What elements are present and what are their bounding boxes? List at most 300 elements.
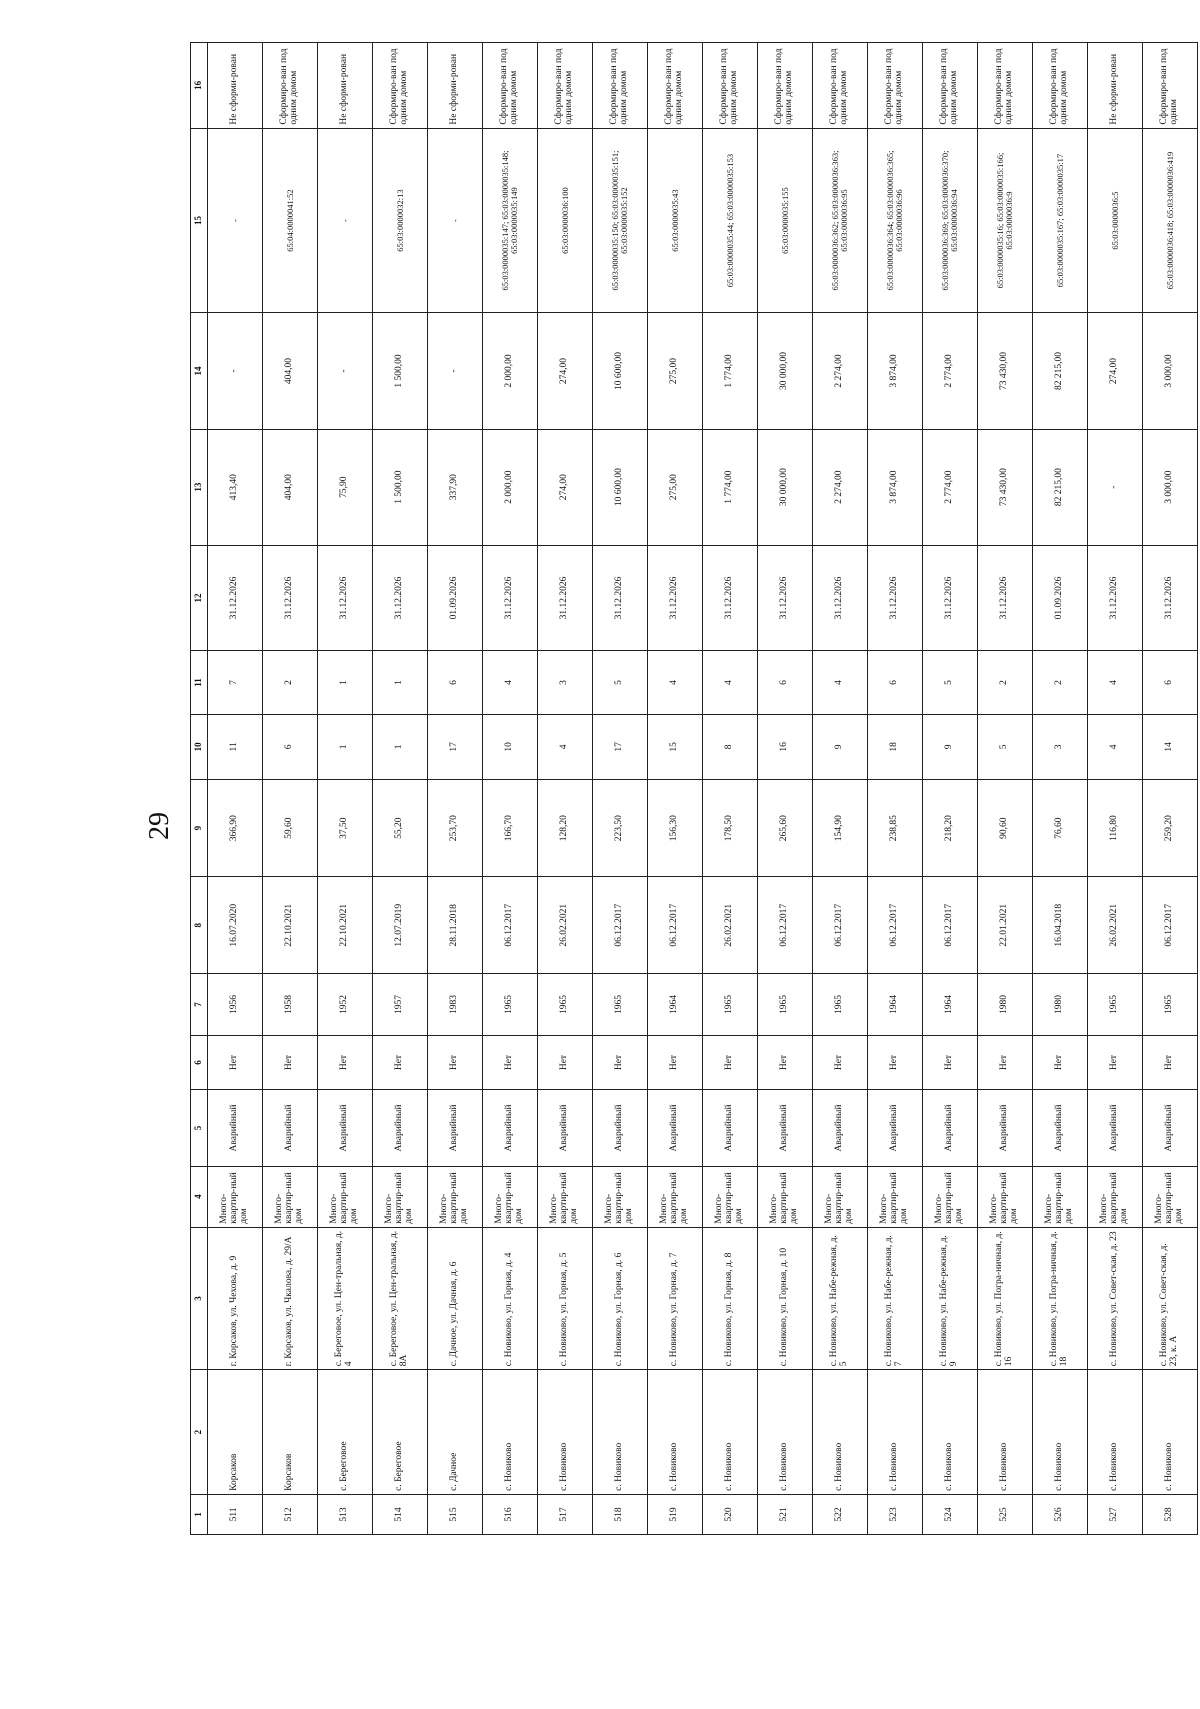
col-11-cell: 2 — [978, 651, 1033, 714]
settlement-cell: с. Новиково — [593, 1370, 648, 1495]
table-row — [1143, 43, 1198, 1535]
year-built-cell: 1965 — [703, 974, 758, 1035]
year-built-cell: 1983 — [428, 974, 483, 1035]
land-plot-status-cell: Не сформи-рован — [318, 43, 373, 129]
col-14-cell: 2 774,00 — [923, 313, 978, 429]
table-row — [703, 43, 758, 1535]
building-type-cell: Много-квартир-ный дом — [648, 1166, 703, 1227]
column-header-1: 1 — [191, 1494, 208, 1534]
resettlement-deadline-cell: 31.12.2026 — [538, 545, 593, 651]
row-number-cell: 526 — [1033, 1494, 1088, 1534]
recognition-date-cell: 06.12.2017 — [758, 877, 813, 974]
col-13-cell: 404,00 — [263, 429, 318, 545]
building-type-cell: Много-квартир-ный дом — [1033, 1166, 1088, 1227]
cadastral-numbers-cell: 65:03:0000035:43 — [648, 128, 703, 313]
recognition-date-cell: 06.12.2017 — [1143, 877, 1198, 974]
building-type-cell: Много-квартир-ный дом — [263, 1166, 318, 1227]
land-plot-status-cell: Сформиро-ван под одним домом — [868, 43, 923, 129]
recognition-date-cell: 06.12.2017 — [923, 877, 978, 974]
year-built-cell: 1965 — [813, 974, 868, 1035]
building-type-cell: Много-квартир-ный дом — [1088, 1166, 1143, 1227]
column-header-5: 5 — [191, 1090, 208, 1166]
recognition-date-cell: 16.07.2020 — [208, 877, 263, 974]
building-state-cell: Аварийный — [1033, 1090, 1088, 1166]
resettlement-deadline-cell: 31.12.2026 — [758, 545, 813, 651]
building-state-cell: Аварийный — [373, 1090, 428, 1166]
recognition-date-cell: 16.04.2018 — [1033, 877, 1088, 974]
column-header-12: 12 — [191, 545, 208, 651]
land-plot-status-cell: Сформиро-ван под одним домом — [758, 43, 813, 129]
year-built-cell: 1965 — [1088, 974, 1143, 1035]
column-header-2: 2 — [191, 1370, 208, 1495]
area-cell: 59,60 — [263, 780, 318, 877]
land-plot-status-cell: Сформиро-ван под одним домом — [978, 43, 1033, 129]
land-plot-status-cell: Сформиро-ван под одним домом — [648, 43, 703, 129]
col-10-cell: 18 — [868, 714, 923, 779]
col-13-cell: 82 215,00 — [1033, 429, 1088, 545]
resettlement-deadline-cell: 01.09.2026 — [428, 545, 483, 651]
settlement-cell: с. Новиково — [538, 1370, 593, 1495]
housing-register-table — [190, 42, 1198, 1535]
col-10-cell: 4 — [1088, 714, 1143, 779]
building-state-cell: Аварийный — [208, 1090, 263, 1166]
row-number-cell: 514 — [373, 1494, 428, 1534]
flag-cell: Нет — [1033, 1035, 1088, 1090]
row-number-cell: 522 — [813, 1494, 868, 1534]
cadastral-numbers-cell: 65:04:0000041:52 — [263, 128, 318, 313]
col-10-cell: 10 — [483, 714, 538, 779]
col-13-cell: - — [1088, 429, 1143, 545]
table-row — [263, 43, 318, 1535]
col-10-cell: 6 — [263, 714, 318, 779]
column-header-8: 8 — [191, 877, 208, 974]
year-built-cell: 1965 — [593, 974, 648, 1035]
area-cell: 366,90 — [208, 780, 263, 877]
cadastral-numbers-cell: 65:03:0000036:369; 65:03:0000036:370; 65:03:0000036:94 — [923, 128, 978, 313]
building-type-cell: Много-квартир-ный дом — [428, 1166, 483, 1227]
col-11-cell: 4 — [1088, 651, 1143, 714]
resettlement-deadline-cell: 31.12.2026 — [1088, 545, 1143, 651]
col-11-cell: 5 — [593, 651, 648, 714]
settlement-cell: с. Новиково — [483, 1370, 538, 1495]
resettlement-deadline-cell: 31.12.2026 — [593, 545, 648, 651]
cadastral-numbers-cell: 65:03:0000035:150; 65:03:0000035:151; 65:03:0000035:152 — [593, 128, 648, 313]
building-type-cell: Много-квартир-ный дом — [483, 1166, 538, 1227]
area-cell: 154,90 — [813, 780, 868, 877]
table-row — [208, 43, 263, 1535]
col-11-cell: 1 — [318, 651, 373, 714]
area-cell: 76,60 — [1033, 780, 1088, 877]
settlement-cell: с. Новиково — [648, 1370, 703, 1495]
recognition-date-cell: 06.12.2017 — [648, 877, 703, 974]
flag-cell: Нет — [758, 1035, 813, 1090]
address-cell: с. Новиково, ул. Горная, д. 7 — [648, 1227, 703, 1370]
address-cell: с. Береговое, ул. Цен-тральная, д. 4 — [318, 1227, 373, 1370]
column-header-11: 11 — [191, 651, 208, 714]
address-cell: с. Новиково, ул. Горная, д. 8 — [703, 1227, 758, 1370]
resettlement-deadline-cell: 31.12.2026 — [978, 545, 1033, 651]
year-built-cell: 1965 — [483, 974, 538, 1035]
year-built-cell: 1952 — [318, 974, 373, 1035]
col-14-cell: 2 274,00 — [813, 313, 868, 429]
table-row — [1033, 43, 1088, 1535]
col-11-cell: 4 — [703, 651, 758, 714]
col-11-cell: 7 — [208, 651, 263, 714]
col-10-cell: 11 — [208, 714, 263, 779]
col-13-cell: 2 774,00 — [923, 429, 978, 545]
area-cell: 90,60 — [978, 780, 1033, 877]
building-type-cell: Много-квартир-ный дом — [1143, 1166, 1198, 1227]
col-14-cell: - — [318, 313, 373, 429]
col-11-cell: 3 — [538, 651, 593, 714]
address-cell: г. Корсаков, ул. Чкалова, д. 29/А — [263, 1227, 318, 1370]
building-type-cell: Много-квартир-ный дом — [538, 1166, 593, 1227]
housing-register-table-sheet — [190, 42, 1184, 1535]
building-state-cell: Аварийный — [758, 1090, 813, 1166]
col-14-cell: - — [428, 313, 483, 429]
row-number-cell: 528 — [1143, 1494, 1198, 1534]
col-10-cell: 9 — [923, 714, 978, 779]
settlement-cell: с. Новиково — [923, 1370, 978, 1495]
address-cell: с. Новиково, ул. Горная, д. 6 — [593, 1227, 648, 1370]
flag-cell: Нет — [428, 1035, 483, 1090]
year-built-cell: 1958 — [263, 974, 318, 1035]
recognition-date-cell: 22.10.2021 — [263, 877, 318, 974]
row-number-cell: 520 — [703, 1494, 758, 1534]
address-cell: с. Новиково, ул. Погра-ничная, д. 16 — [978, 1227, 1033, 1370]
settlement-cell: с. Береговое — [373, 1370, 428, 1495]
building-type-cell: Много-квартир-ный дом — [593, 1166, 648, 1227]
row-number-cell: 524 — [923, 1494, 978, 1534]
col-14-cell: - — [208, 313, 263, 429]
building-state-cell: Аварийный — [1088, 1090, 1143, 1166]
column-header-14: 14 — [191, 313, 208, 429]
settlement-cell: с. Новиково — [813, 1370, 868, 1495]
column-header-9: 9 — [191, 780, 208, 877]
area-cell: 128,20 — [538, 780, 593, 877]
table-row — [483, 43, 538, 1535]
col-11-cell: 2 — [263, 651, 318, 714]
recognition-date-cell: 12.07.2019 — [373, 877, 428, 974]
year-built-cell: 1964 — [923, 974, 978, 1035]
recognition-date-cell: 06.12.2017 — [868, 877, 923, 974]
col-11-cell: 6 — [758, 651, 813, 714]
land-plot-status-cell: Сформиро-ван под одним домом — [263, 43, 318, 129]
col-10-cell: 4 — [538, 714, 593, 779]
area-cell: 238,85 — [868, 780, 923, 877]
address-cell: с. Новиково, ул. Погра-ничная, д. 18 — [1033, 1227, 1088, 1370]
address-cell: с. Новиково, ул. Горная, д. 5 — [538, 1227, 593, 1370]
land-plot-status-cell: Сформиро-ван под одним домом — [593, 43, 648, 129]
resettlement-deadline-cell: 31.12.2026 — [483, 545, 538, 651]
recognition-date-cell: 26.02.2021 — [538, 877, 593, 974]
col-11-cell: 6 — [868, 651, 923, 714]
flag-cell: Нет — [1088, 1035, 1143, 1090]
col-10-cell: 9 — [813, 714, 868, 779]
resettlement-deadline-cell: 01.09.2026 — [1033, 545, 1088, 651]
col-14-cell: 274,00 — [538, 313, 593, 429]
settlement-cell: с. Новиково — [758, 1370, 813, 1495]
recognition-date-cell: 26.02.2021 — [1088, 877, 1143, 974]
recognition-date-cell: 22.01.2021 — [978, 877, 1033, 974]
table-row — [428, 43, 483, 1535]
building-type-cell: Много-квартир-ный дом — [208, 1166, 263, 1227]
address-cell: г. Корсаков, ул. Чехова, д. 9 — [208, 1227, 263, 1370]
table-row — [1088, 43, 1143, 1535]
cadastral-numbers-cell: 65:03:0000032:13 — [373, 128, 428, 313]
table-row — [758, 43, 813, 1535]
land-plot-status-cell: Не сформи-рован — [1088, 43, 1143, 129]
year-built-cell: 1964 — [648, 974, 703, 1035]
cadastral-numbers-cell: 65:03:0000035:16; 65:03:0000035:166; 65:03:0000036:9 — [978, 128, 1033, 313]
settlement-cell: Корсаков — [263, 1370, 318, 1495]
building-state-cell: Аварийный — [593, 1090, 648, 1166]
column-header-7: 7 — [191, 974, 208, 1035]
building-state-cell: Аварийный — [428, 1090, 483, 1166]
land-plot-status-cell: Сформиро-ван под одним домом — [538, 43, 593, 129]
address-cell: с. Новиково, ул. Набе-режная, д. 7 — [868, 1227, 923, 1370]
recognition-date-cell: 06.12.2017 — [593, 877, 648, 974]
cadastral-numbers-cell: 65:03:0000035:155 — [758, 128, 813, 313]
resettlement-deadline-cell: 31.12.2026 — [923, 545, 978, 651]
col-13-cell: 413,40 — [208, 429, 263, 545]
year-built-cell: 1964 — [868, 974, 923, 1035]
building-state-cell: Аварийный — [1143, 1090, 1198, 1166]
land-plot-status-cell: Сформиро-ван под одним — [1143, 43, 1198, 129]
building-state-cell: Аварийный — [263, 1090, 318, 1166]
area-cell: 166,70 — [483, 780, 538, 877]
cadastral-numbers-cell: 65:03:0000036:362; 65:03:0000036:363; 65:03:0000036:95 — [813, 128, 868, 313]
col-10-cell: 3 — [1033, 714, 1088, 779]
page-number: 29 — [144, 812, 175, 840]
column-header-15: 15 — [191, 128, 208, 313]
year-built-cell: 1980 — [978, 974, 1033, 1035]
col-13-cell: 30 000,00 — [758, 429, 813, 545]
col-13-cell: 3 000,00 — [1143, 429, 1198, 545]
year-built-cell: 1957 — [373, 974, 428, 1035]
land-plot-status-cell: Не сформи-рован — [208, 43, 263, 129]
column-header-16: 16 — [191, 43, 208, 129]
building-type-cell: Много-квартир-ный дом — [703, 1166, 758, 1227]
address-cell: с. Новиково, ул. Набе-режная, д. 5 — [813, 1227, 868, 1370]
recognition-date-cell: 22.10.2021 — [318, 877, 373, 974]
resettlement-deadline-cell: 31.12.2026 — [1143, 545, 1198, 651]
area-cell: 218,20 — [923, 780, 978, 877]
row-number-cell: 517 — [538, 1494, 593, 1534]
col-13-cell: 75,90 — [318, 429, 373, 545]
building-type-cell: Много-квартир-ный дом — [318, 1166, 373, 1227]
flag-cell: Нет — [1143, 1035, 1198, 1090]
resettlement-deadline-cell: 31.12.2026 — [813, 545, 868, 651]
col-10-cell: 8 — [703, 714, 758, 779]
year-built-cell: 1980 — [1033, 974, 1088, 1035]
settlement-cell: с. Новиково — [868, 1370, 923, 1495]
col-11-cell: 5 — [923, 651, 978, 714]
flag-cell: Нет — [703, 1035, 758, 1090]
table-row — [868, 43, 923, 1535]
building-type-cell: Много-квартир-ный дом — [758, 1166, 813, 1227]
col-10-cell: 1 — [318, 714, 373, 779]
flag-cell: Нет — [648, 1035, 703, 1090]
building-type-cell: Много-квартир-ный дом — [868, 1166, 923, 1227]
table-row — [318, 43, 373, 1535]
row-number-cell: 523 — [868, 1494, 923, 1534]
row-number-cell: 513 — [318, 1494, 373, 1534]
address-cell: с. Новиково, ул. Горная, д. 10 — [758, 1227, 813, 1370]
col-13-cell: 275,00 — [648, 429, 703, 545]
col-10-cell: 1 — [373, 714, 428, 779]
flag-cell: Нет — [373, 1035, 428, 1090]
table-row — [538, 43, 593, 1535]
settlement-cell: с. Новиково — [1143, 1370, 1198, 1495]
cadastral-numbers-cell: - — [208, 128, 263, 313]
area-cell: 223,50 — [593, 780, 648, 877]
settlement-cell: с. Новиково — [1088, 1370, 1143, 1495]
col-14-cell: 1 500,00 — [373, 313, 428, 429]
resettlement-deadline-cell: 31.12.2026 — [373, 545, 428, 651]
settlement-cell: Корсаков — [208, 1370, 263, 1495]
col-13-cell: 2 274,00 — [813, 429, 868, 545]
col-14-cell: 274,00 — [1088, 313, 1143, 429]
area-cell: 253,70 — [428, 780, 483, 877]
cadastral-numbers-cell: 65:03:0000035:147; 65:03:0000035:148; 65:03:0000035:149 — [483, 128, 538, 313]
building-state-cell: Аварийный — [483, 1090, 538, 1166]
col-11-cell: 4 — [813, 651, 868, 714]
building-state-cell: Аварийный — [813, 1090, 868, 1166]
building-state-cell: Аварийный — [538, 1090, 593, 1166]
address-cell: с. Новиково, ул. Горная, д. 4 — [483, 1227, 538, 1370]
recognition-date-cell: 28.11.2018 — [428, 877, 483, 974]
col-14-cell: 404,00 — [263, 313, 318, 429]
building-type-cell: Много-квартир-ный дом — [978, 1166, 1033, 1227]
row-number-cell: 516 — [483, 1494, 538, 1534]
resettlement-deadline-cell: 31.12.2026 — [263, 545, 318, 651]
col-14-cell: 275,00 — [648, 313, 703, 429]
col-10-cell: 16 — [758, 714, 813, 779]
cadastral-numbers-cell: 65:03:0000036:364; 65:03:0000036:365; 65:03:0000036:96 — [868, 128, 923, 313]
col-11-cell: 4 — [648, 651, 703, 714]
cadastral-numbers-cell: - — [318, 128, 373, 313]
col-11-cell: 2 — [1033, 651, 1088, 714]
year-built-cell: 1965 — [1143, 974, 1198, 1035]
flag-cell: Нет — [538, 1035, 593, 1090]
cadastral-numbers-cell: 65:03:0000036:100 — [538, 128, 593, 313]
building-state-cell: Аварийный — [978, 1090, 1033, 1166]
address-cell: с. Новиково, ул. Совет-ская, д. 23, к. А — [1143, 1227, 1198, 1370]
col-14-cell: 3 000,00 — [1143, 313, 1198, 429]
col-13-cell: 10 600,00 — [593, 429, 648, 545]
settlement-cell: с. Новиково — [978, 1370, 1033, 1495]
building-state-cell: Аварийный — [868, 1090, 923, 1166]
flag-cell: Нет — [978, 1035, 1033, 1090]
resettlement-deadline-cell: 31.12.2026 — [318, 545, 373, 651]
flag-cell: Нет — [483, 1035, 538, 1090]
col-13-cell: 73 430,00 — [978, 429, 1033, 545]
settlement-cell: с. Береговое — [318, 1370, 373, 1495]
flag-cell: Нет — [208, 1035, 263, 1090]
row-number-cell: 512 — [263, 1494, 318, 1534]
resettlement-deadline-cell: 31.12.2026 — [868, 545, 923, 651]
year-built-cell: 1965 — [538, 974, 593, 1035]
table-row — [648, 43, 703, 1535]
recognition-date-cell: 06.12.2017 — [813, 877, 868, 974]
cadastral-numbers-cell: 65:03:0000035:167; 65:03:0000035:17 — [1033, 128, 1088, 313]
area-cell: 156,30 — [648, 780, 703, 877]
recognition-date-cell: 26.02.2021 — [703, 877, 758, 974]
flag-cell: Нет — [868, 1035, 923, 1090]
area-cell: 259,20 — [1143, 780, 1198, 877]
land-plot-status-cell: Сформиро-ван под одним домом — [1033, 43, 1088, 129]
col-10-cell: 5 — [978, 714, 1033, 779]
flag-cell: Нет — [263, 1035, 318, 1090]
table-body — [208, 43, 1198, 1535]
flag-cell: Нет — [923, 1035, 978, 1090]
address-cell: с. Береговое, ул. Цен-тральная, д. 8А — [373, 1227, 428, 1370]
cadastral-numbers-cell: 65:03:0000035:44; 65:03:0000035:153 — [703, 128, 758, 313]
land-plot-status-cell: Сформиро-ван под одним домом — [483, 43, 538, 129]
column-number-row — [191, 43, 208, 1535]
recognition-date-cell: 06.12.2017 — [483, 877, 538, 974]
col-14-cell: 10 600,00 — [593, 313, 648, 429]
land-plot-status-cell: Сформиро-ван под одним домом — [813, 43, 868, 129]
column-header-13: 13 — [191, 429, 208, 545]
column-header-3: 3 — [191, 1227, 208, 1370]
flag-cell: Нет — [593, 1035, 648, 1090]
year-built-cell: 1965 — [758, 974, 813, 1035]
resettlement-deadline-cell: 31.12.2026 — [648, 545, 703, 651]
resettlement-deadline-cell: 31.12.2026 — [208, 545, 263, 651]
address-cell: с. Новиково, ул. Набе-режная, д. 9 — [923, 1227, 978, 1370]
column-header-4: 4 — [191, 1166, 208, 1227]
building-state-cell: Аварийный — [703, 1090, 758, 1166]
row-number-cell: 527 — [1088, 1494, 1143, 1534]
column-header-10: 10 — [191, 714, 208, 779]
area-cell: 116,80 — [1088, 780, 1143, 877]
building-state-cell: Аварийный — [318, 1090, 373, 1166]
flag-cell: Нет — [813, 1035, 868, 1090]
col-10-cell: 14 — [1143, 714, 1198, 779]
address-cell: с. Дачное, ул. Дачная, д. 6 — [428, 1227, 483, 1370]
col-14-cell: 2 000,00 — [483, 313, 538, 429]
row-number-cell: 515 — [428, 1494, 483, 1534]
row-number-cell: 525 — [978, 1494, 1033, 1534]
cadastral-numbers-cell: 65:03:0000036:5 — [1088, 128, 1143, 313]
col-10-cell: 17 — [593, 714, 648, 779]
col-11-cell: 1 — [373, 651, 428, 714]
building-type-cell: Много-квартир-ный дом — [923, 1166, 978, 1227]
col-11-cell: 6 — [428, 651, 483, 714]
table-row — [593, 43, 648, 1535]
col-10-cell: 15 — [648, 714, 703, 779]
settlement-cell: с. Новиково — [703, 1370, 758, 1495]
area-cell: 265,60 — [758, 780, 813, 877]
address-cell: с. Новиково, ул. Совет-ская, д. 23 — [1088, 1227, 1143, 1370]
land-plot-status-cell: Сформиро-ван под одним домом — [703, 43, 758, 129]
col-14-cell: 30 000,00 — [758, 313, 813, 429]
building-state-cell: Аварийный — [648, 1090, 703, 1166]
settlement-cell: с. Новиково — [1033, 1370, 1088, 1495]
col-13-cell: 274,00 — [538, 429, 593, 545]
col-14-cell: 1 774,00 — [703, 313, 758, 429]
area-cell: 55,20 — [373, 780, 428, 877]
building-type-cell: Много-квартир-ный дом — [813, 1166, 868, 1227]
col-14-cell: 82 215,00 — [1033, 313, 1088, 429]
col-11-cell: 6 — [1143, 651, 1198, 714]
area-cell: 178,50 — [703, 780, 758, 877]
col-14-cell: 73 430,00 — [978, 313, 1033, 429]
cadastral-numbers-cell: - — [428, 128, 483, 313]
area-cell: 37,50 — [318, 780, 373, 877]
